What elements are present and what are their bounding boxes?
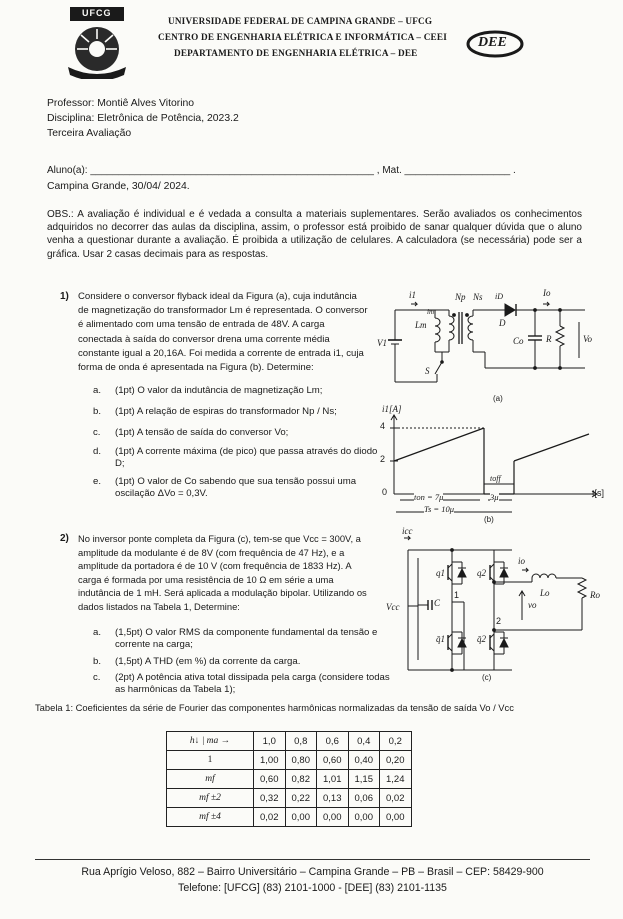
fig-b-xunit: t[s]	[592, 488, 605, 498]
table-cell: 0,00	[285, 808, 317, 827]
evaluation-line: Terceira Avaliação	[47, 128, 132, 139]
table-header-row	[167, 732, 412, 751]
fig-a-caption: (a)	[493, 394, 503, 403]
q2-item-a	[93, 627, 385, 652]
q1-item-b-text: (1pt) A relação de espiras do transformador Np / Ns;	[115, 406, 337, 417]
table-cell: 0,06	[348, 789, 380, 808]
fig-a-i1: i1	[409, 290, 417, 300]
q2-item-b-text: (1,5pt) A THD (em %) da corrente da carga.	[115, 656, 301, 667]
fig-a-iD: iD	[495, 292, 503, 301]
table-cell: 0,02	[380, 789, 412, 808]
table-cell: 0,00	[380, 808, 412, 827]
fig-a-im: im	[427, 308, 434, 316]
footer-phone: Telefone: [UFCG] (83) 2101-1000 - [DEE] (83) 2101-1135	[178, 882, 447, 894]
fig-c-node2: 2	[496, 616, 502, 626]
figure-a-flyback-circuit	[375, 282, 600, 402]
table-row	[167, 789, 412, 808]
seal-text: UFCG	[82, 8, 112, 18]
fig-a-S: S	[425, 366, 430, 376]
table-header-cell: 0,8	[285, 732, 317, 751]
fig-c-q2b: q̄2	[477, 634, 486, 644]
fig-a-Vo: Vo	[583, 334, 592, 344]
q1-number: 1)	[60, 291, 69, 302]
figure-b-current-waveform	[374, 404, 614, 526]
fig-b-ton: ton = 7μ	[414, 492, 444, 502]
q1-item-a	[93, 385, 363, 397]
table-cell: 1,01	[317, 770, 349, 789]
fig-c-Ro: Ro	[590, 590, 600, 600]
place-date-line: Campina Grande, 30/04/ 2024.	[47, 181, 190, 192]
fig-b-caption: (b)	[484, 515, 494, 524]
fig-c-C: C	[434, 598, 441, 608]
student-line: Aluno(a): ___________________________________________________ , Mat. ___________________ .	[47, 165, 516, 176]
dee-logo	[466, 30, 524, 58]
q2-item-c-text: (2pt) A potência ativa total dissipada pela carga (considere todas as harmônicas da Tabela 1);	[115, 672, 390, 696]
fig-a-V1: V1	[377, 338, 387, 348]
q1-intro: Considere o conversor flyback ideal da Figura (a), cuja indutância de magnetização do transformador Lm é representada. O conversor é alimentado com uma tensão de entrada de 48V. A carga conectada à saída do conversor drena uma corrente média constante igual a 20,16A. Foi medida a corrente de entrada i1, cuja forma de onda é apresentada na Figura (b). Determine:	[78, 291, 368, 374]
table-header-cell: 0,4	[348, 732, 380, 751]
table-row	[167, 808, 412, 827]
obs-paragraph: OBS.: A avaliação é individual e é vedada a consulta a materiais suplementares. Serão avaliados os conhecimentos adquiridos no decorrer das aulas da disciplina, assim, o professor está proibido de sanar qualquer dúvida que o aluno venha a questionar durante a avaliação. É proibida a utilização de celulares. A calculadora (se necessária) pode ser a gráfica. Usar 2 casas decimais para as respostas.	[47, 209, 582, 260]
header-department: DEPARTAMENTO DE ENGENHARIA ELÉTRICA – DEE	[174, 48, 418, 58]
footer-divider	[35, 859, 590, 860]
table-header-cell: 0,6	[317, 732, 349, 751]
table-cell: 0,02	[254, 808, 286, 827]
table-header-cell: h↓ | ma →	[167, 732, 254, 751]
q2-intro: No inversor ponte completa da Figura (c), tem-se que Vcc = 300V, a amplitude da modulante é de 8V (com frequência de 47 Hz), e a amplitude da portadora é de 10 V (com frequência de 1833 Hz). A carga é formada por uma resistência de 10 Ω em série a uma indutância de 1 mH. Será aplicada a modulação bipolar. Utilizando os dados listados na Tabela 1, Determine:	[78, 533, 367, 612]
fig-c-io: io	[518, 556, 526, 566]
table-cell: 1,24	[380, 770, 412, 789]
q1-item-a-text: (1pt) O valor da indutância de magnetização Lm;	[115, 385, 323, 396]
table-cell: 0,20	[380, 751, 412, 770]
q1-item-c	[93, 427, 363, 439]
table-cell: 0,32	[254, 789, 286, 808]
fig-a-Ns: Ns	[473, 292, 483, 302]
fig-c-q1: q1	[436, 568, 445, 578]
table-cell: 0,60	[254, 770, 286, 789]
table-row	[167, 770, 412, 789]
table-header-cell: 0,2	[380, 732, 412, 751]
fig-c-caption: (c)	[482, 673, 492, 682]
fig-b-Ts: Ts = 10μ	[424, 504, 455, 514]
q2-number: 2)	[60, 533, 69, 544]
q2-item-c	[93, 672, 395, 697]
fig-a-Io: Io	[543, 288, 551, 298]
fourier-table	[166, 731, 412, 827]
fig-c-Lo: Lo	[540, 588, 550, 598]
professor-line: Professor: Montiê Alves Vitorino	[47, 98, 195, 109]
fig-c-vo: vo	[528, 600, 537, 610]
header-center: CENTRO DE ENGENHARIA ELÉTRICA E INFORMÁTICA – CEEI	[158, 32, 447, 42]
table-cell: 0,82	[285, 770, 317, 789]
fig-b-y2: 2	[380, 454, 386, 464]
q1-item-b	[93, 406, 363, 418]
table-cell: 1,15	[348, 770, 380, 789]
q1-item-b-letter: b.	[93, 406, 102, 417]
table-cell: 0,00	[348, 808, 380, 827]
dee-logo-text: DEE	[478, 35, 507, 50]
q2-item-a-letter: a.	[93, 627, 102, 638]
table-cell: 0,60	[317, 751, 349, 770]
footer-address: Rua Aprígio Veloso, 882 – Bairro Universitário – Campina Grande – PB – Brasil – CEP: 58429-900	[81, 866, 544, 878]
q2-item-b	[93, 656, 363, 668]
fig-a-Lm: Lm	[415, 320, 427, 330]
fig-c-icc: icc	[402, 526, 413, 536]
fig-c-q2: q2	[477, 568, 486, 578]
q1-item-c-text: (1pt) A tensão de saída do conversor Vo;	[115, 427, 289, 438]
q2-item-b-letter: b.	[93, 656, 102, 667]
fig-b-ylabel: i1[A]	[382, 404, 402, 414]
table-cell: 0,00	[317, 808, 349, 827]
fig-a-R: R	[546, 334, 552, 344]
figure-c-inverter-circuit	[382, 526, 612, 686]
fig-b-y4: 4	[380, 421, 386, 431]
table-cell: 1	[167, 751, 254, 770]
table-cell: 0,80	[285, 751, 317, 770]
q1-item-e-text: (1pt) O valor de Co sabendo que sua tensão possui uma oscilação ΔVo = 0,3V.	[115, 476, 357, 500]
fig-c-q1b: q̄1	[436, 634, 445, 644]
q1-item-c-letter: c.	[93, 427, 101, 438]
table-cell: mf ±2	[167, 789, 254, 808]
table-header-cell: 1,0	[254, 732, 286, 751]
table-caption: Tabela 1: Coeficientes da série de Fourier das componentes harmônicas normalizadas da tensão de saída Vo / Vcc	[35, 702, 514, 713]
fig-a-Co: Co	[513, 336, 524, 346]
q1-item-d	[93, 446, 385, 471]
fig-b-toff: toff	[490, 474, 501, 483]
fig-c-node1: 1	[454, 590, 460, 600]
discipline-line: Disciplina: Eletrônica de Potência, 2023.2	[47, 113, 239, 124]
q1-item-e	[93, 476, 388, 501]
table-cell: 0,22	[285, 789, 317, 808]
fig-b-t3: 3μ	[490, 492, 499, 502]
fig-a-D: D	[499, 318, 506, 328]
table-cell: mf	[167, 770, 254, 789]
q1-item-a-letter: a.	[93, 385, 102, 396]
table-cell: 0,40	[348, 751, 380, 770]
table-cell: 0,13	[317, 789, 349, 808]
q2-item-c-letter: c.	[93, 672, 101, 683]
q1-item-e-letter: e.	[93, 476, 102, 487]
fig-a-Np: Np	[455, 292, 466, 302]
ufcg-seal	[62, 5, 132, 79]
q1-item-d-letter: d.	[93, 446, 102, 457]
fig-b-y0: 0	[382, 487, 388, 497]
table-cell: 1,00	[254, 751, 286, 770]
table-cell: mf ±4	[167, 808, 254, 827]
header-university: UNIVERSIDADE FEDERAL DE CAMPINA GRANDE – UFCG	[168, 16, 433, 26]
table-row	[167, 751, 412, 770]
q2-item-a-text: (1,5pt) O valor RMS da componente fundamental da tensão e corrente na carga;	[115, 627, 378, 651]
q1-item-d-text: (1pt) A corrente máxima (de pico) que passa através do diodo D;	[115, 446, 378, 470]
fig-c-Vcc: Vcc	[386, 602, 400, 612]
